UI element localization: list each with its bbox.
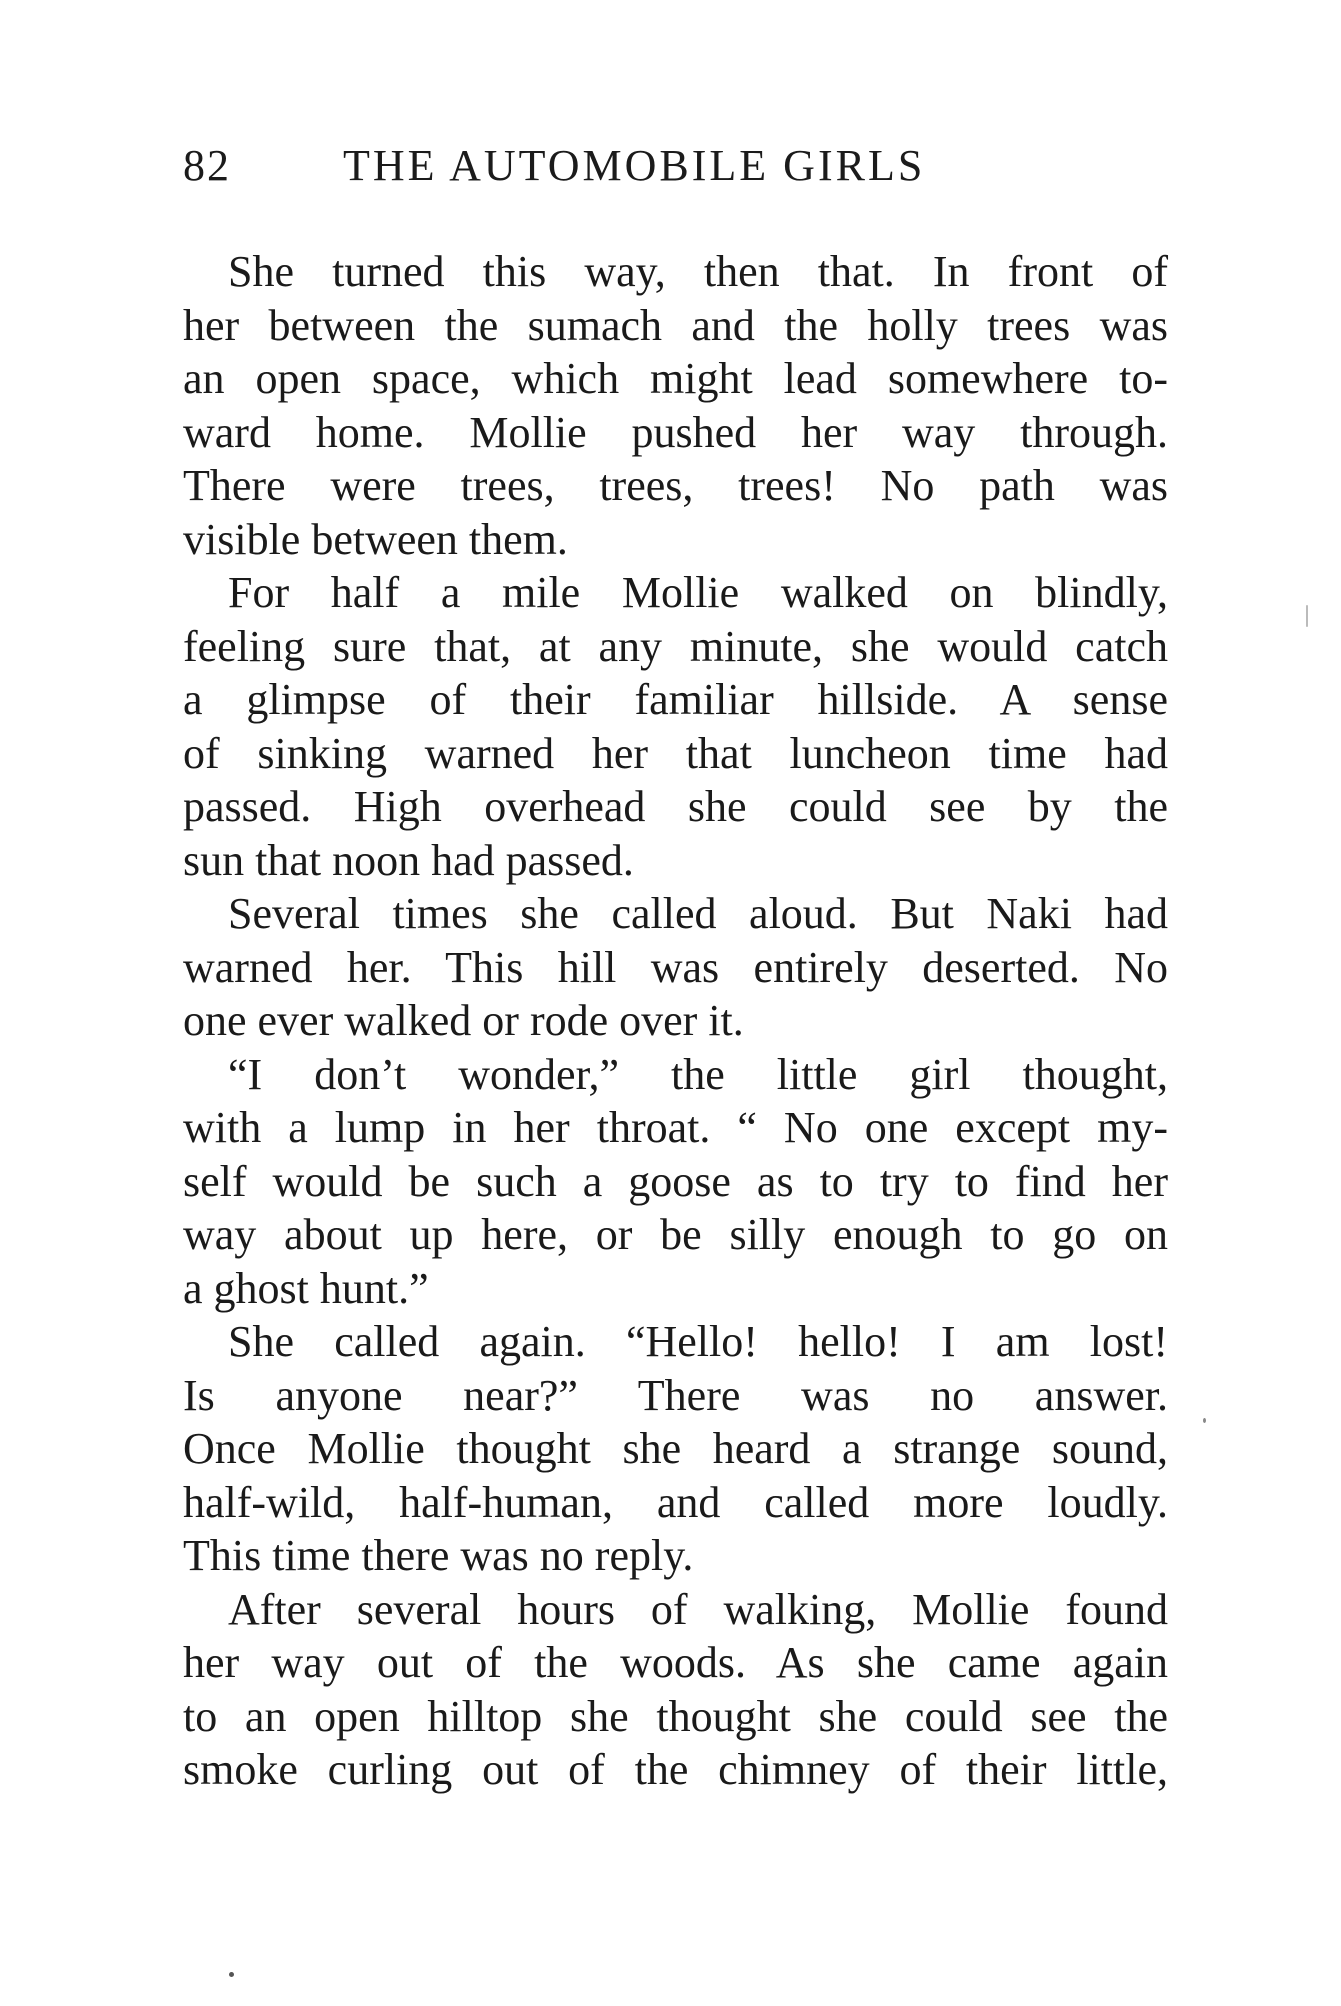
text-line: warned her. This hill was entirely deserted. No — [183, 942, 1168, 992]
text-line: Once Mollie thought she heard a strange sound, — [183, 1424, 1168, 1473]
paragraph — [183, 566, 1168, 887]
paragraph — [183, 245, 1168, 566]
text-line: “I don’t wonder,” the little girl thought, — [228, 1049, 1168, 1099]
text-line: feeling sure that, at any minute, she would catch — [183, 621, 1168, 671]
text-line: After several hours of walking, Mollie found — [228, 1584, 1168, 1634]
paper-speck — [229, 1972, 234, 1977]
paper-speck — [1306, 605, 1308, 627]
text-line: her way out of the woods. As she came again — [183, 1638, 1168, 1687]
text-line: Several times she called aloud. But Naki had — [228, 889, 1168, 938]
body-text — [183, 245, 1168, 1797]
text-line: smoke curling out of the chimney of their little, — [183, 1745, 1168, 1794]
text-line: one ever walked or rode over it. — [183, 996, 744, 1045]
paper-speck — [1203, 1418, 1206, 1423]
text-line: For half a mile Mollie walked on blindly, — [228, 568, 1168, 617]
paragraph — [183, 1583, 1168, 1797]
text-line: way about up here, or be silly enough to go on — [183, 1210, 1168, 1259]
text-line: a glimpse of their familiar hillside. A sense — [183, 675, 1168, 724]
text-line: an open space, which might lead somewhere to- — [183, 354, 1168, 403]
text-line: half-wild, half-human, and called more loudly. — [183, 1477, 1168, 1527]
text-line: to an open hilltop she thought she could see the — [183, 1691, 1168, 1741]
text-line: Is anyone near?” There was no answer. — [183, 1370, 1168, 1420]
running-title: THE AUTOMOBILE GIRLS — [343, 141, 926, 190]
text-line: She turned this way, then that. In front of — [228, 247, 1168, 296]
paragraph — [183, 1315, 1168, 1583]
text-line: sun that noon had passed. — [183, 835, 634, 885]
text-line: passed. High overhead she could see by the — [183, 782, 1168, 831]
text-line: self would be such a goose as to try to find her — [183, 1156, 1168, 1206]
page-number: 82 — [183, 141, 231, 190]
text-line: visible between them. — [183, 514, 568, 564]
paragraph — [183, 887, 1168, 1048]
running-head — [183, 140, 1013, 200]
text-line: There were trees, trees, trees! No path was — [183, 461, 1168, 510]
text-line: a ghost hunt.” — [183, 1263, 429, 1313]
text-line: She called again. “Hello! hello! I am lost! — [228, 1317, 1168, 1366]
text-line: her between the sumach and the holly trees was — [183, 300, 1168, 350]
text-line: This time there was no reply. — [183, 1531, 694, 1580]
text-line: of sinking warned her that luncheon time had — [183, 728, 1168, 778]
text-line: with a lump in her throat. “ No one except my- — [183, 1103, 1168, 1152]
paragraph — [183, 1048, 1168, 1316]
text-line: ward home. Mollie pushed her way through. — [183, 407, 1168, 457]
